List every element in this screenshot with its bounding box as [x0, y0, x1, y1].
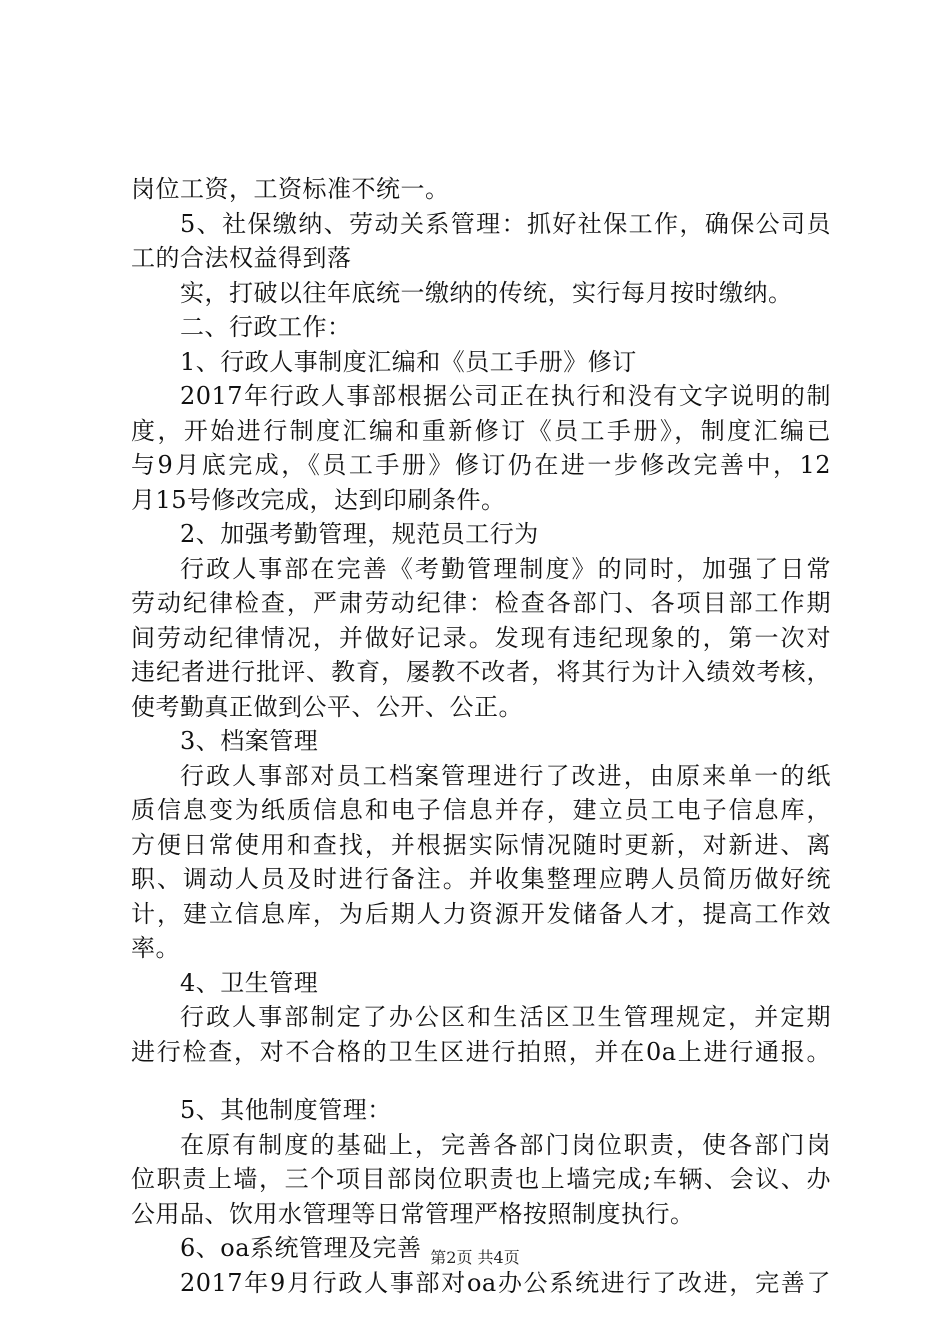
document-body [131, 172, 831, 1300]
text-line: 质信息变为纸质信息和电子信息并存，建立员工电子信息库， [131, 796, 831, 824]
text-line: 职、调动人员及时进行备注。并收集整理应聘人员简历做好统 [131, 865, 831, 893]
text-line: 2017年行政人事部根据公司正在执行和没有文字说明的制 [180, 382, 831, 410]
page-number-label: 第2页 共4页 [430, 1248, 520, 1267]
text-line: 月15号修改完成，达到印刷条件。 [131, 485, 506, 514]
subsection-heading: 2、加强考勤管理，规范员工行为 [180, 520, 539, 548]
text-line: 度，开始进行制度汇编和重新修订《员工手册》，制度汇编已 [131, 416, 831, 445]
text-line: 计，建立信息库，为后期人力资源开发储备人才，提高工作效 [131, 899, 831, 928]
text-line: 实，打破以往年底统一缴纳的传统，实行每月按时缴纳。 [180, 278, 793, 307]
text-line: 位职责上墙，三个项目部岗位职责也上墙完成;车辆、会议、办 [131, 1165, 831, 1193]
subsection-heading: 5、其他制度管理： [180, 1096, 392, 1124]
text-line: 工的合法权益得到落 [131, 244, 352, 272]
text-line: 岗位工资，工资标准不统一。 [131, 175, 450, 203]
text-line: 与9月底完成，《员工手册》修订仍在进一步修改完善中，12 [131, 451, 831, 479]
text-line: 行政人事部在完善《考勤管理制度》的同时，加强了日常 [180, 554, 831, 583]
text-line: 进行检查，对不合格的卫生区进行拍照，并在0a上进行通报。 [131, 1037, 831, 1066]
text-line: 劳动纪律检查，严肃劳动纪律：检查各部门、各项目部工作期 [131, 589, 831, 617]
subsection-heading: 6、oa系统管理及完善 [180, 1234, 422, 1262]
paragraph-gap [131, 1069, 831, 1093]
text-line: 行政人事部对员工档案管理进行了改进，由原来单一的纸 [180, 761, 831, 790]
page-footer [0, 1245, 950, 1268]
text-line: 在原有制度的基础上，完善各部门岗位职责，使各部门岗 [180, 1130, 831, 1159]
text-line: 方便日常使用和查找，并根据实际情况随时更新，对新进、离 [131, 830, 831, 859]
section-heading: 二、行政工作： [180, 313, 352, 341]
text-line: 公用品、饮用水管理等日常管理严格按照制度执行。 [131, 1199, 695, 1228]
subsection-heading: 4、卫生管理 [180, 968, 319, 997]
text-line: 率。 [131, 934, 180, 962]
text-line: 违纪者进行批评、教育，屡教不改者，将其行为计入绩效考核， [131, 658, 831, 686]
subsection-heading: 3、档案管理 [180, 727, 319, 755]
text-line: 2017年9月行政人事部对oa办公系统进行了改进，完善了 [180, 1268, 831, 1297]
text-line: 间劳动纪律情况，并做好记录。发现有违纪现象的，第一次对 [131, 623, 831, 652]
text-line: 5、社保缴纳、劳动关系管理：抓好社保工作，确保公司员 [180, 209, 831, 238]
text-line: 使考勤真正做到公平、公开、公正。 [131, 692, 523, 721]
subsection-heading: 1、行政人事制度汇编和《员工手册》修订 [180, 347, 637, 376]
text-line: 行政人事部制定了办公区和生活区卫生管理规定，并定期 [180, 1003, 831, 1031]
